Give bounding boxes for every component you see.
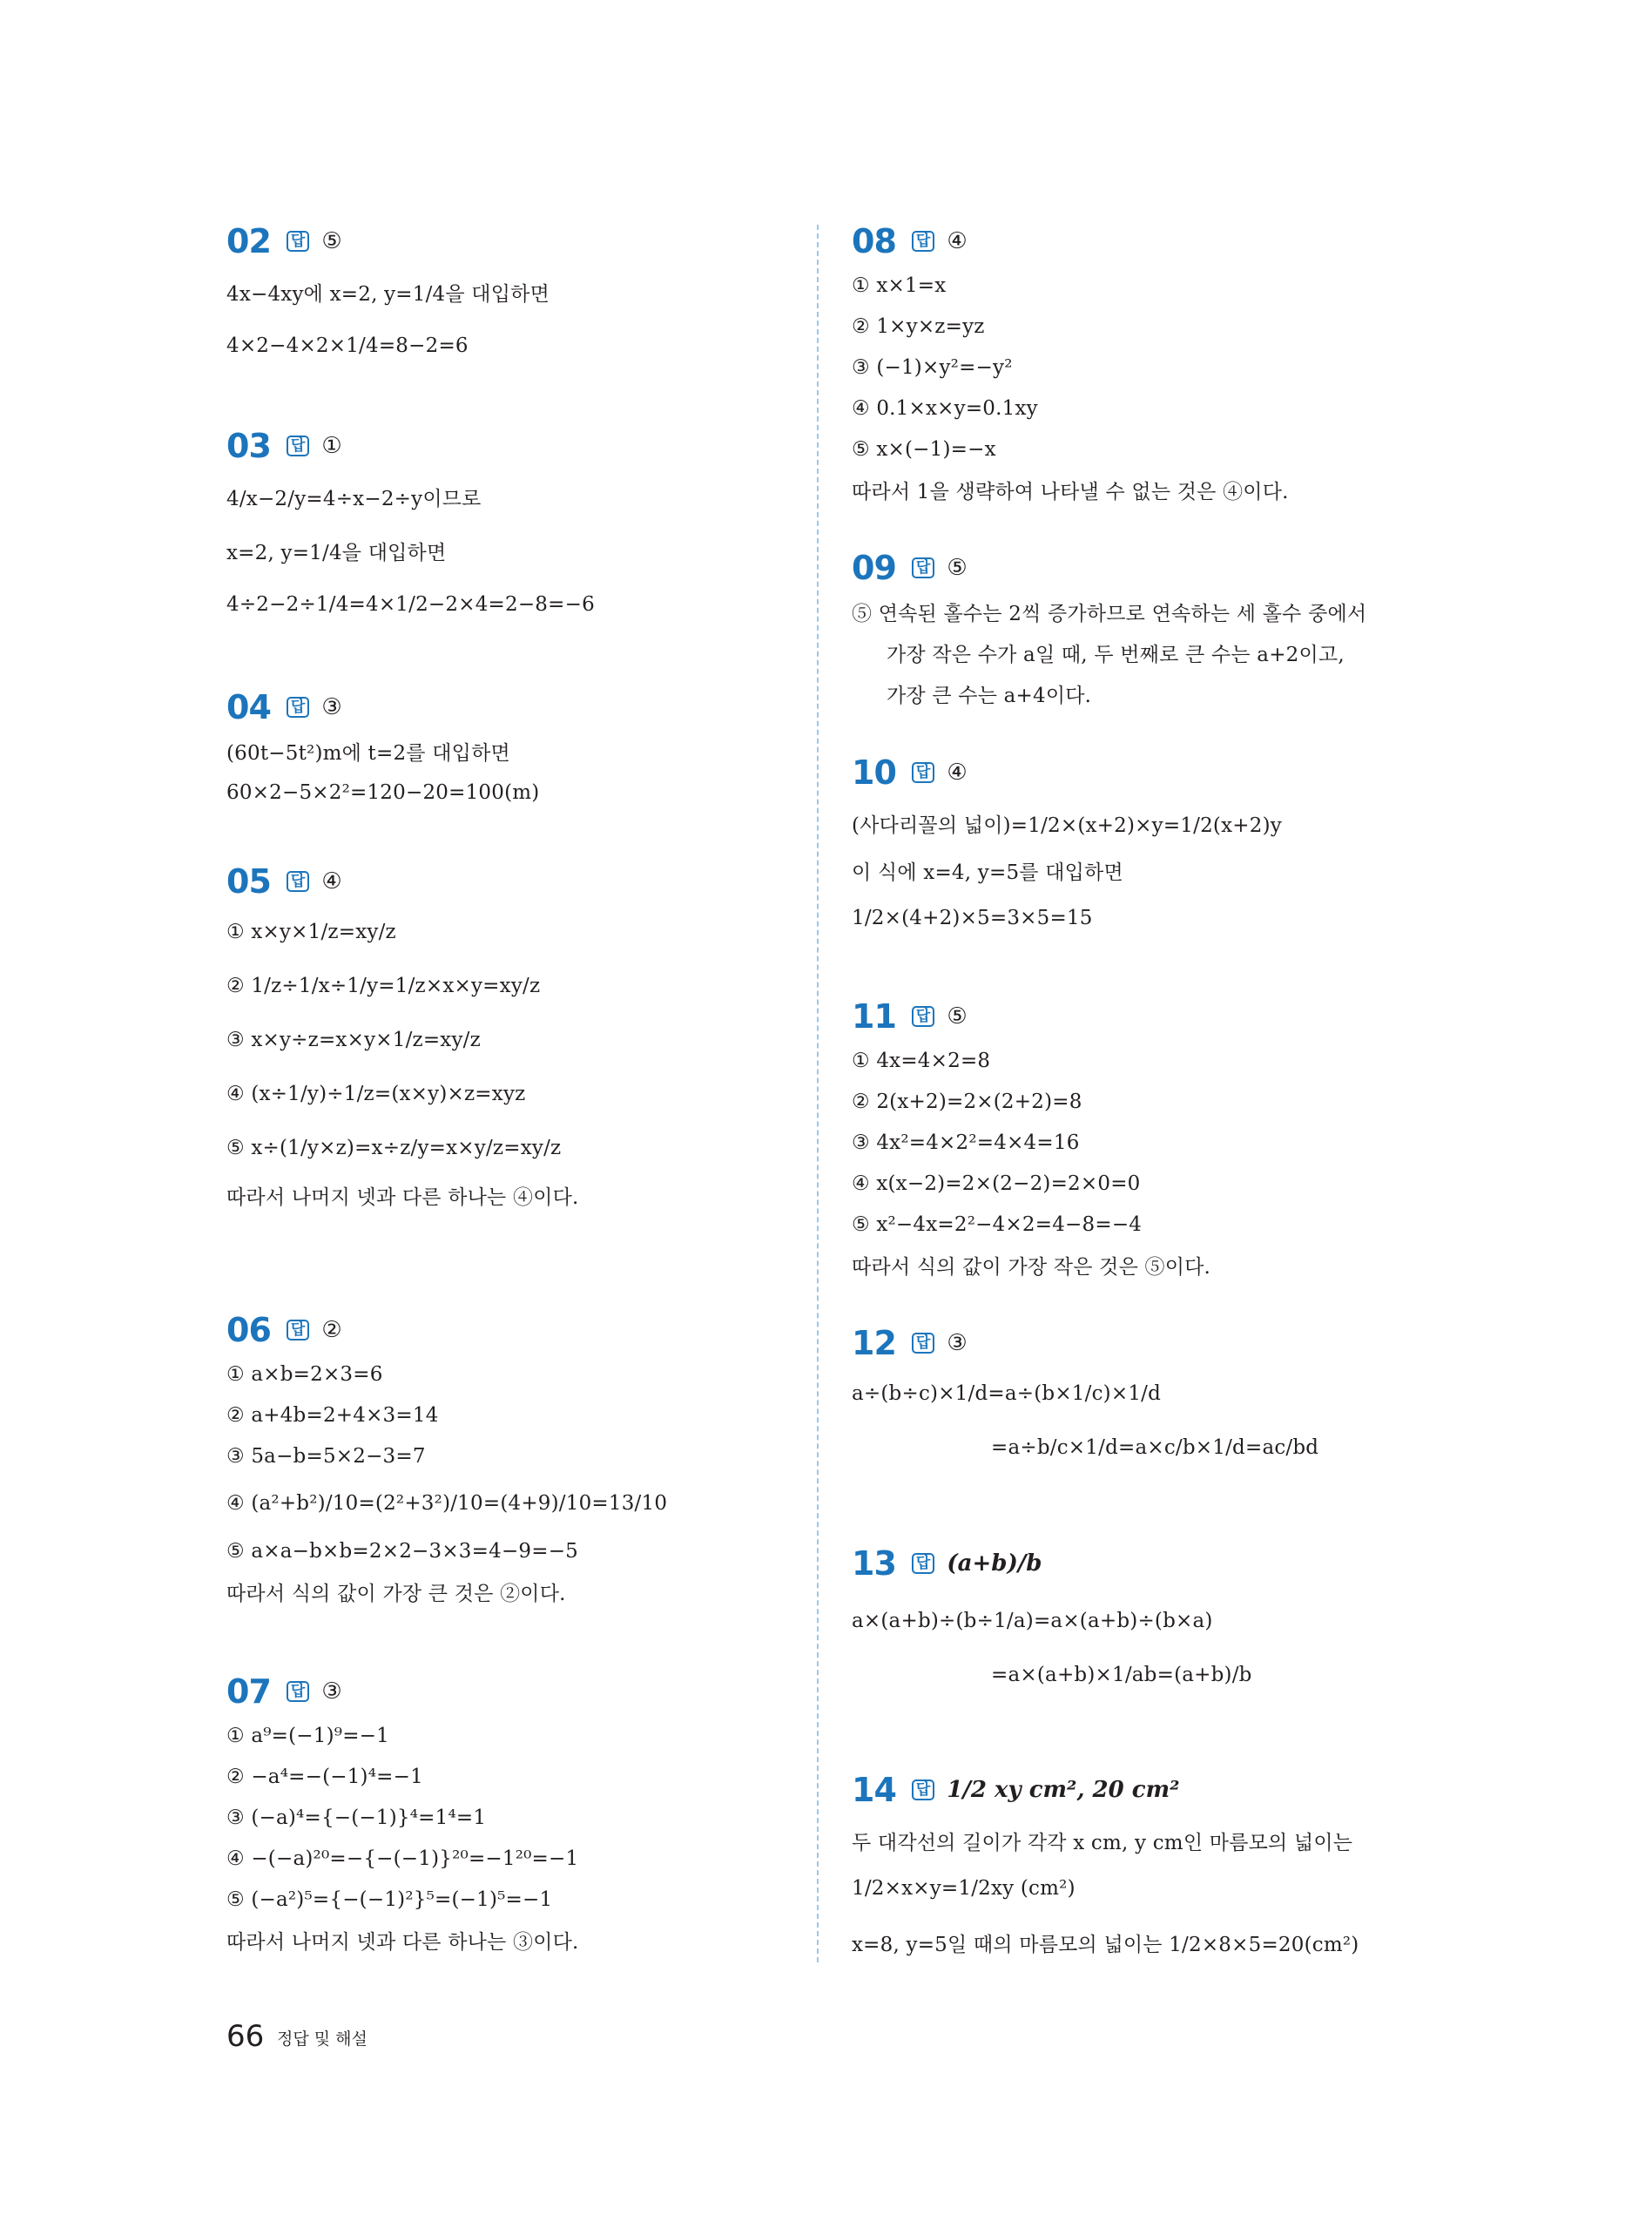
solution-line: ⑤ (−a²)⁵={−(−1)²}⁵=(−1)⁵=−1 (226, 1887, 553, 1911)
solution-line: ④ −(−a)²⁰=−{−(−1)}²⁰=−1²⁰=−1 (226, 1847, 579, 1870)
solution-line: 이 식에 x=4, y=5를 대입하면 (852, 861, 1123, 884)
problem-12 (852, 1320, 1444, 1475)
problem-number: 14 (852, 1771, 896, 1809)
solution-line: x=8, y=5일 때의 마름모의 넓이는 1/2×8×5=20(cm²) (852, 1933, 1359, 1956)
solution-line: 따라서 나머지 넷과 다른 하나는 ③이다. (226, 1931, 579, 1954)
solution-line: ⑤ a×a−b×b=2×2−3×3=4−9=−5 (226, 1539, 579, 1563)
solution-line: ① a×b=2×3=6 (226, 1362, 383, 1386)
solution-line: ③ (−1)×y²=−y² (852, 355, 1013, 379)
solution-line: 1/2×(4+2)×5=3×5=15 (852, 907, 1093, 929)
solution-line: ① x×1=x (852, 273, 947, 297)
solution-line: ③ (−a)⁴={−(−1)}⁴=1⁴=1 (226, 1806, 487, 1829)
problem-number: 08 (852, 222, 896, 260)
answer-badge: 답 (287, 1681, 309, 1703)
problem-02 (226, 218, 784, 373)
solution-line: 4×2−4×2×1/4=8−2=6 (226, 334, 469, 357)
solution-line: ③ 4x²=4×2²=4×4=16 (852, 1131, 1080, 1154)
answer-badge: 답 (912, 1333, 934, 1354)
problem-number: 10 (852, 753, 896, 792)
problem-number: 03 (226, 427, 271, 465)
solution-line: 따라서 식의 값이 가장 큰 것은 ②이다. (226, 1583, 566, 1605)
problem-06 (226, 1307, 784, 1612)
answer-value: ④ (947, 228, 968, 254)
solution-line: ② a+4b=2+4×3=14 (226, 1403, 439, 1427)
problem-number: 09 (852, 549, 896, 587)
solution-line: 가장 큰 수는 a+4이다. (887, 685, 1092, 707)
solution-line: 4x−4xy에 x=2, y=1/4을 대입하면 (226, 282, 550, 306)
solution-line: 4÷2−2÷1/4=4×1/2−2×4=2−8=−6 (226, 593, 595, 616)
column-divider (817, 225, 819, 1962)
solution-line: ⑤ x÷(1/y×z)=x÷z/y=x×y/z=xy/z (226, 1137, 562, 1159)
answer-value: ④ (321, 868, 342, 895)
solution-line: ② 2(x+2)=2×(2+2)=8 (852, 1090, 1082, 1113)
answer-badge: 답 (287, 697, 309, 719)
problem-13 (852, 1533, 1444, 1702)
solution-line: a×(a+b)÷(b÷1/a)=a×(a+b)÷(b×a) (852, 1610, 1213, 1632)
answer-badge: 답 (912, 231, 934, 253)
answer-value: ⑤ (947, 1003, 968, 1030)
problem-number: 05 (226, 862, 271, 901)
solution-line: =a÷b/c×1/d=a×c/b×1/d=ac/bd (991, 1436, 1319, 1459)
solution-line: ⑤ x×(−1)=−x (852, 437, 996, 461)
solution-line: ③ x×y÷z=x×y×1/z=xy/z (226, 1029, 481, 1051)
problem-number: 11 (852, 997, 896, 1036)
solution-line: 따라서 1을 생략하여 나타낼 수 없는 것은 ④이다. (852, 481, 1289, 503)
answer-value: ⑤ (947, 555, 968, 581)
answer-badge: 답 (912, 1553, 934, 1575)
page-number: 66 (226, 2019, 265, 2054)
solution-line: ⑤ x²−4x=2²−4×2=4−8=−4 (852, 1212, 1143, 1236)
problem-number: 13 (852, 1544, 896, 1583)
solution-line: 가장 작은 수가 a일 때, 두 번째로 큰 수는 a+2이고, (887, 644, 1345, 666)
solution-line: 60×2−5×2²=120−20=100(m) (226, 780, 540, 804)
answer-value: ③ (321, 1678, 342, 1705)
answer-value: ④ (947, 760, 968, 786)
answer-badge: 답 (912, 557, 934, 579)
answer-badge: 답 (912, 1779, 934, 1801)
solution-line: a÷(b÷c)×1/d=a÷(b×1/c)×1/d (852, 1382, 1162, 1405)
answer-value: ② (321, 1317, 342, 1343)
solution-line: ② 1/z÷1/x÷1/y=1/z×x×y=xy/z (226, 975, 541, 997)
solution-line: ① 4x=4×2=8 (852, 1049, 991, 1072)
solution-line: ② −a⁴=−(−1)⁴=−1 (226, 1765, 423, 1788)
solution-line: ④ x(x−2)=2×(2−2)=2×0=0 (852, 1172, 1141, 1195)
solution-line: ③ 5a−b=5×2−3=7 (226, 1444, 426, 1468)
solution-line: (사다리꼴의 넓이)=1/2×(x+2)×y=1/2(x+2)y (852, 814, 1282, 837)
answer-badge: 답 (912, 1006, 934, 1028)
solution-line: 따라서 나머지 넷과 다른 하나는 ④이다. (226, 1186, 579, 1209)
answer-badge: 답 (287, 231, 309, 253)
problem-10 (852, 749, 1444, 945)
solution-line: 1/2×x×y=1/2xy (cm²) (852, 1877, 1075, 1900)
solution-line: (60t−5t²)m에 t=2를 대입하면 (226, 742, 510, 765)
solution-line: =a×(a+b)×1/ab=(a+b)/b (991, 1664, 1252, 1686)
solution-line: ① a⁹=(−1)⁹=−1 (226, 1724, 389, 1747)
solution-line: ④ (x÷1/y)÷1/z=(x×y)×z=xyz (226, 1083, 526, 1105)
problem-11 (852, 993, 1444, 1286)
problem-number: 06 (226, 1311, 271, 1349)
solution-line: ⑤ 연속된 홀수는 2씩 증가하므로 연속하는 세 홀수 중에서 (852, 603, 1367, 625)
answer-value: 1/2 xy cm², 20 cm² (947, 1777, 1180, 1803)
answer-badge: 답 (912, 762, 934, 784)
problem-number: 07 (226, 1672, 271, 1711)
answer-badge: 답 (287, 436, 309, 457)
problem-number: 12 (852, 1324, 896, 1362)
problem-08 (852, 218, 1444, 510)
answer-badge: 답 (287, 1320, 309, 1341)
answer-value: (a+b)/b (947, 1550, 1042, 1577)
problem-number: 02 (226, 222, 271, 260)
solution-line: ① x×y×1/z=xy/z (226, 921, 396, 943)
problem-07 (226, 1668, 784, 1961)
answer-value: ③ (321, 694, 342, 720)
problem-03 (226, 422, 784, 631)
solution-line: 따라서 식의 값이 가장 작은 것은 ⑤이다. (852, 1256, 1211, 1279)
solution-line: x=2, y=1/4을 대입하면 (226, 541, 447, 564)
problem-14 (852, 1759, 1444, 1969)
solution-line: ② 1×y×z=yz (852, 314, 985, 338)
answer-value: ③ (947, 1330, 968, 1356)
problem-number: 04 (226, 688, 271, 726)
answer-value: ⑤ (321, 228, 342, 254)
answer-value: ① (321, 433, 342, 459)
solution-line: ④ (a²+b²)/10=(2²+3²)/10=(4+9)/10=13/10 (226, 1492, 668, 1515)
answer-badge: 답 (287, 871, 309, 893)
solution-line: ④ 0.1×x×y=0.1xy (852, 396, 1038, 420)
solution-line: 4/x−2/y=4÷x−2÷y이므로 (226, 487, 482, 510)
problem-05 (226, 858, 784, 1216)
page-section-title: 정답 및 해설 (277, 2029, 367, 2049)
solution-line: 두 대각선의 길이가 각각 x cm, y cm인 마름모의 넓이는 (852, 1832, 1353, 1854)
problem-09 (852, 544, 1444, 714)
problem-04 (226, 684, 784, 813)
